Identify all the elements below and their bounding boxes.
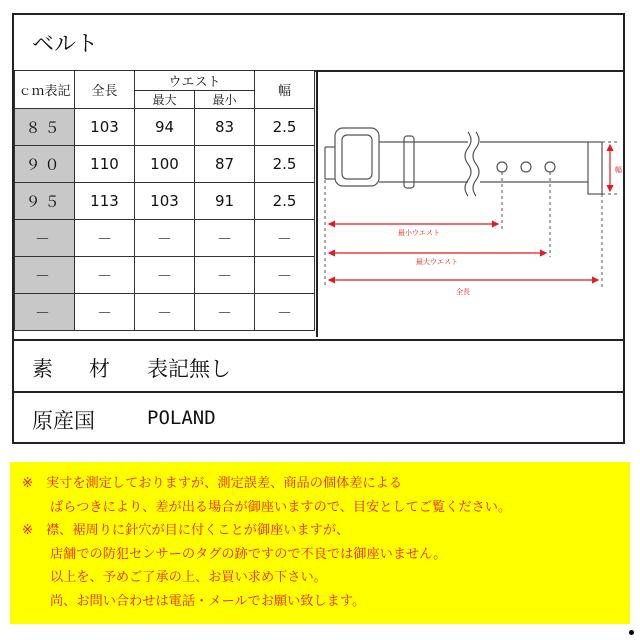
belt-hole [497,162,507,172]
width-cell: － [255,257,315,294]
size-cell: － [15,220,75,257]
header-waist-max: 最大 [135,91,195,109]
notice-box [10,462,630,624]
notice-line-6: 尚、お問い合わせは電話・メールでお願い致します。 [50,593,366,609]
note-mark: ※ [22,523,34,538]
notice-line-4: 店舗での防犯センサーのタグの跡ですので不良では御座いません。 [50,546,447,562]
min-waist-cell: － [195,220,255,257]
min-waist-cell: 87 [195,146,255,183]
width-cell: 2.5 [255,183,315,220]
min-waist-cell: － [195,294,255,331]
min-waist-cell: 91 [195,183,255,220]
notice-line-2: ばらつきにより、差が出る場合が御座いますので、目安としてご覧ください。 [50,499,512,515]
table-row [15,220,315,257]
title-row [14,15,623,72]
max-waist-cell: － [135,220,195,257]
belt-tip [588,142,602,194]
break-line-right [473,132,479,196]
page-title: ベルト [32,32,99,57]
size-table [14,70,315,331]
table-row [15,109,315,146]
table-row [15,294,315,331]
width-cell: 2.5 [255,146,315,183]
table-row [15,257,315,294]
max-waist-cell: 103 [135,183,195,220]
length-cell: 110 [75,146,135,183]
size-cell: ８５ [15,109,75,146]
max-waist-cell: 94 [135,109,195,146]
max-waist-cell: － [135,294,195,331]
length-cell: 113 [75,183,135,220]
material-label-2: 材 [89,357,110,381]
table-row [15,146,315,183]
notice-text-1: 実寸を測定しておりますが、測定誤差、商品の個体差による [46,476,403,491]
buckle-inner [342,135,372,179]
header-length: 全長 [75,71,135,109]
belt-illustration [325,128,602,196]
length-cell: － [75,257,135,294]
origin-label: 原産国 [32,409,95,433]
belt-hole [545,162,555,172]
belt-keeper [404,136,414,188]
material-row [14,339,623,393]
belt-diagram-svg [318,72,625,337]
belt-diagram [316,72,625,337]
material-label-1: 素 [32,357,53,381]
length-cell: － [75,294,135,331]
table-row [15,183,315,220]
total-length-label: 全長 [456,288,470,296]
notice-text-3: 襟、裾周りに針穴が目に付くことが御座いますが、 [46,523,350,538]
notice-line-3 [10,519,630,543]
size-cell: － [15,257,75,294]
notice-line-1 [10,472,630,496]
length-cell: － [75,220,135,257]
origin-value: POLAND [147,407,216,429]
size-cell: ９５ [15,183,75,220]
notice-line-5: 以上を、予めご了承の上、お買い求め下さい。 [50,570,327,585]
spec-sheet [12,13,625,444]
min-waist-cell: 83 [195,109,255,146]
max-waist-label: 最大ウエスト [416,258,458,266]
corner-dot [629,630,634,635]
header-width: 幅 [255,71,315,109]
header-waist: ウエスト [135,71,255,91]
size-cell: ９０ [15,146,75,183]
header-waist-min: 最小 [195,91,255,109]
belt-hole [521,162,531,172]
max-waist-cell: － [135,257,195,294]
min-waist-label: 最小ウエスト [398,229,440,237]
material-value: 表記無し [147,357,231,381]
size-cell: － [15,294,75,331]
min-waist-cell: － [195,257,255,294]
measurement-guides [325,142,618,287]
header-cm: ｃｍ表記 [15,71,75,109]
width-cell: － [255,294,315,331]
max-waist-cell: 100 [135,146,195,183]
origin-row [14,391,623,446]
note-mark: ※ [22,476,34,491]
width-cell: 2.5 [255,109,315,146]
length-cell: 103 [75,109,135,146]
width-cell: － [255,220,315,257]
width-label: 幅 [615,166,622,174]
